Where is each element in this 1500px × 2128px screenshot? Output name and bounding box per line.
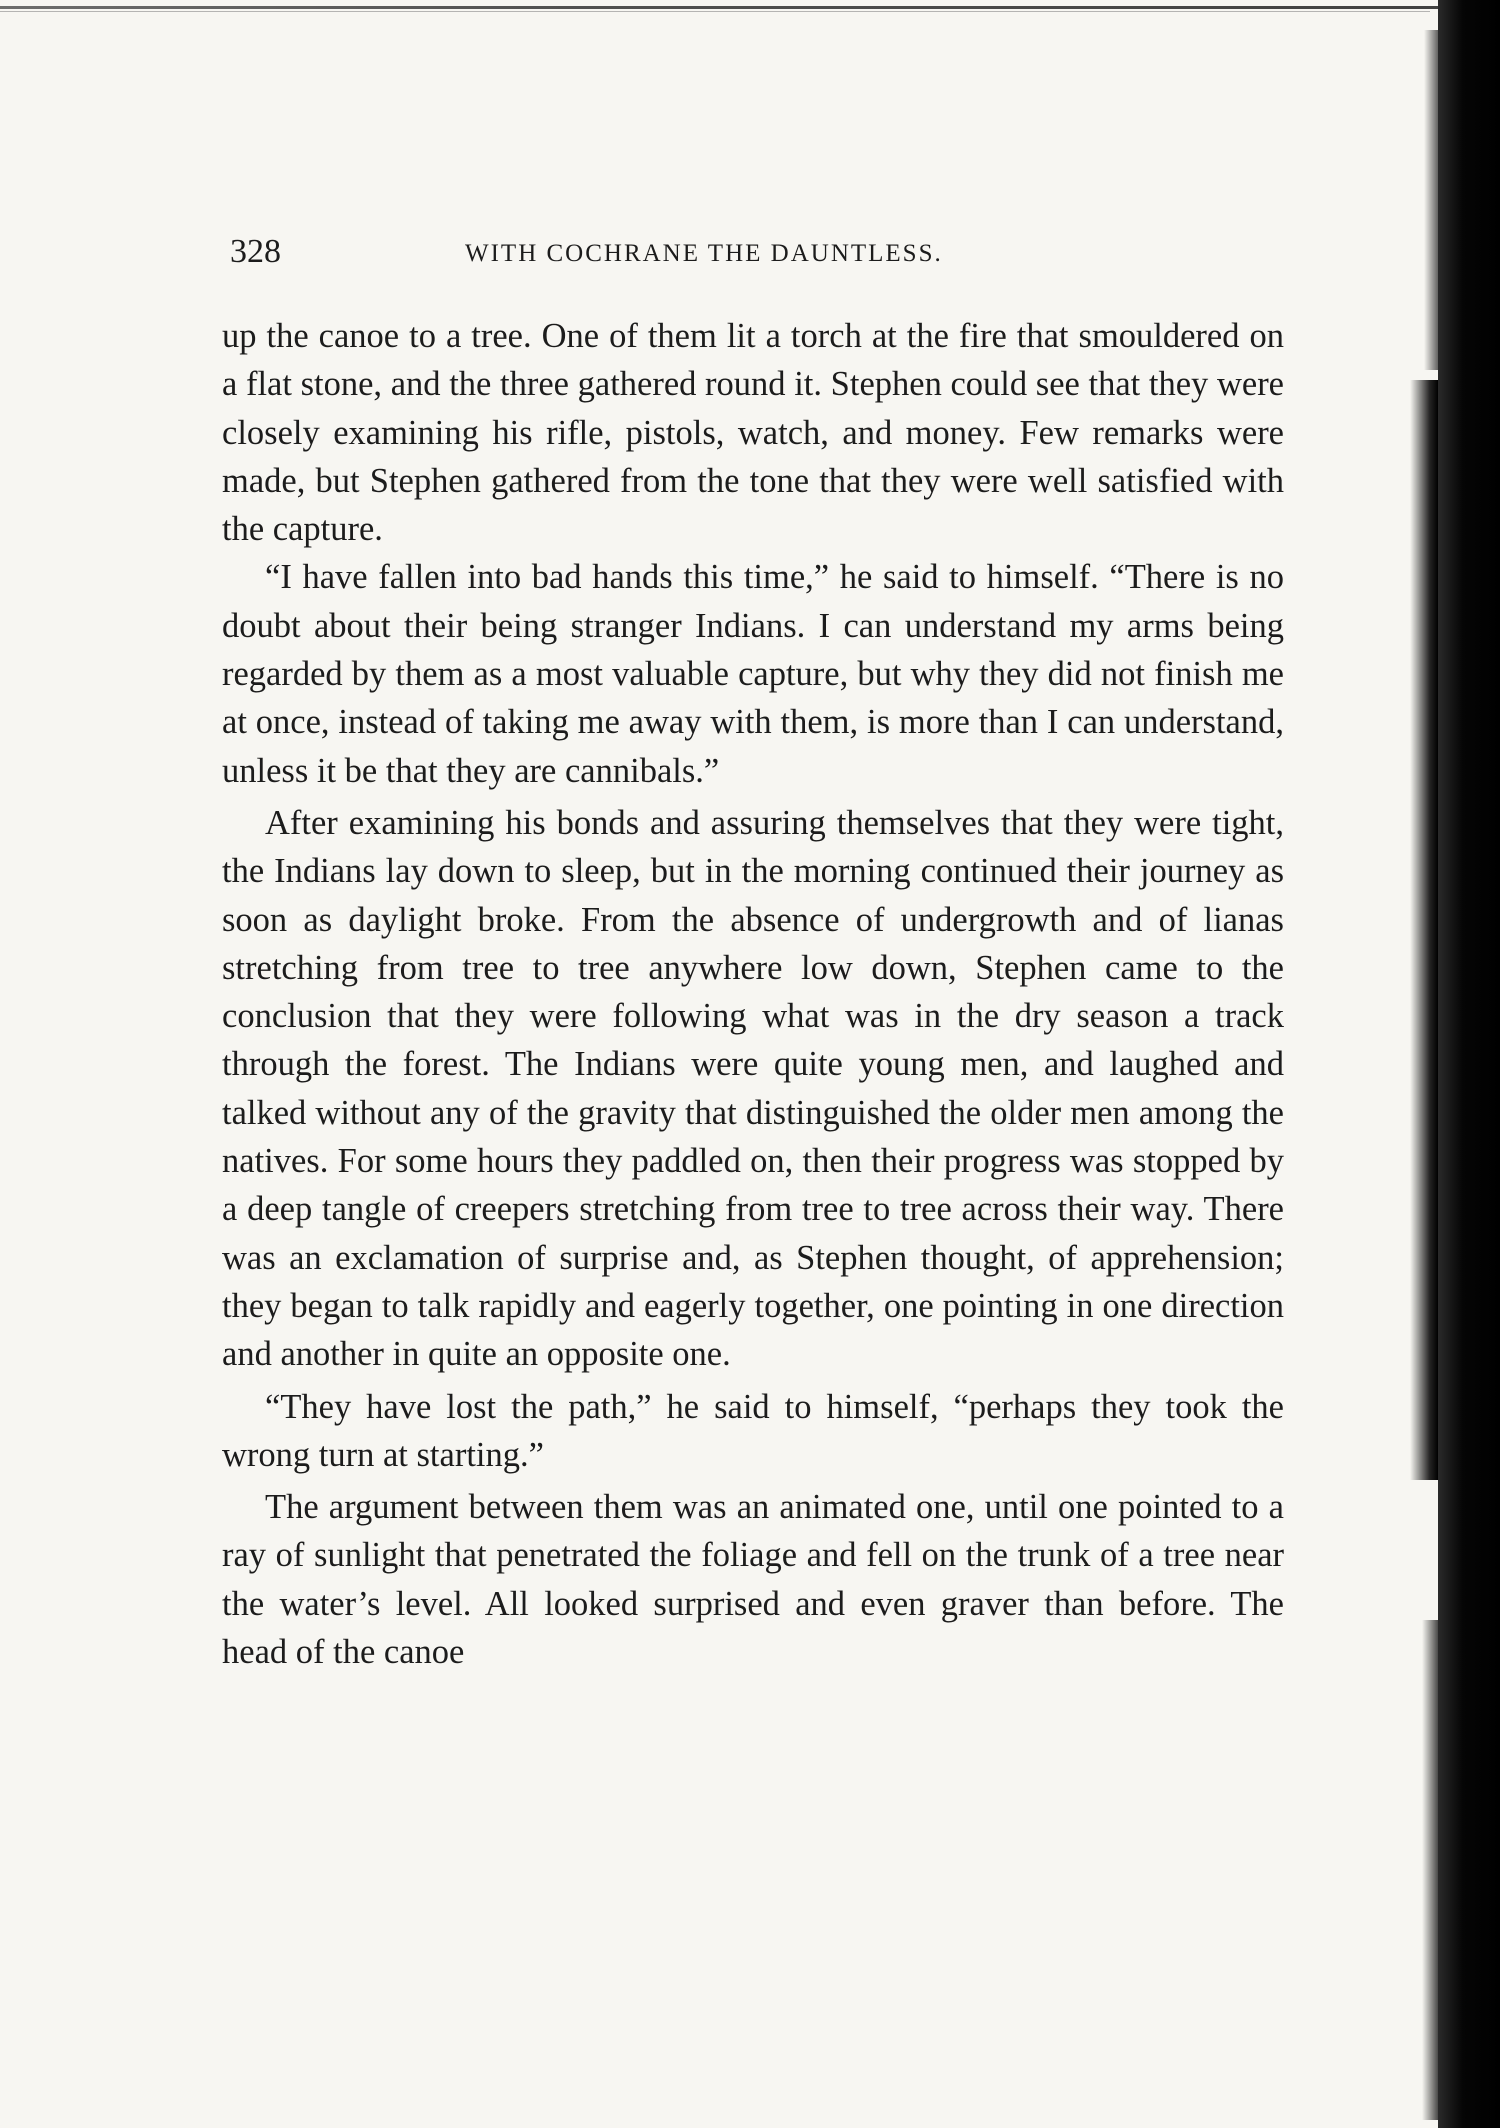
page-header	[230, 230, 1285, 280]
paragraph-3: After examining his bonds and assuring themselves that they were tight, the Indians lay down to sleep, but in the morning continued their journey as soon as daylight broke. From the absence of undergrowth and of lianas stretching from tree to tree anywhere low down, Stephen came to the conclusion that they were following what was in the dry season a track through the forest. The Indians were quite young men, and laughed and talked without any of the gravity that distinguished the older men among the natives. For some hours they paddled on, then their progress was stopped by a deep tangle of creepers stretching from tree to tree across their way. There was an exclamation of surprise and, as Stephen thought, of apprehension; they began to talk rapidly and eagerly together, one pointing in one direction and another in quite an opposite one.	[222, 803, 1284, 1374]
paragraph-5: The argument between them was an animated one, until one pointed to a ray of sunlight that penetrated the foliage and fell on the trunk of a tree near the water’s level. All looked surprised and even graver than before. The head of the canoe	[222, 1488, 1284, 1672]
body-text	[222, 312, 1284, 1676]
page-number: 328	[230, 233, 281, 270]
binding-shadow-lower	[1422, 1620, 1438, 2120]
binding-shadow-middle	[1410, 380, 1438, 1480]
top-edge-rule	[0, 6, 1440, 9]
top-edge-rule-thin	[0, 11, 1430, 12]
running-head: WITH COCHRANE THE DAUNTLESS.	[465, 240, 943, 267]
paragraph-1: up the canoe to a tree. One of them lit a torch at the fire that smouldered on a flat stone, and the three gathered round it. Stephen could see that they were closely examining his rifle, pistols, watch, and money. Few remarks were made, but Stephen gathered from the tone that they were well satisfied with the capture.	[222, 317, 1284, 549]
book-binding-edge	[1438, 0, 1500, 2128]
paragraph-2: “I have fallen into bad hands this time,” he said to himself. “There is no doubt about their being stranger Indians. I can understand my arms being regarded by them as a most valuable capture, but why they did not finish me at once, instead of taking me away with them, is more than I can understand, unless it be that they are cannibals.”	[222, 558, 1284, 790]
paragraph-4: “They have lost the path,” he said to himself, “perhaps they took the wrong turn at starting.”	[222, 1387, 1284, 1474]
binding-shadow-upper	[1424, 30, 1438, 370]
